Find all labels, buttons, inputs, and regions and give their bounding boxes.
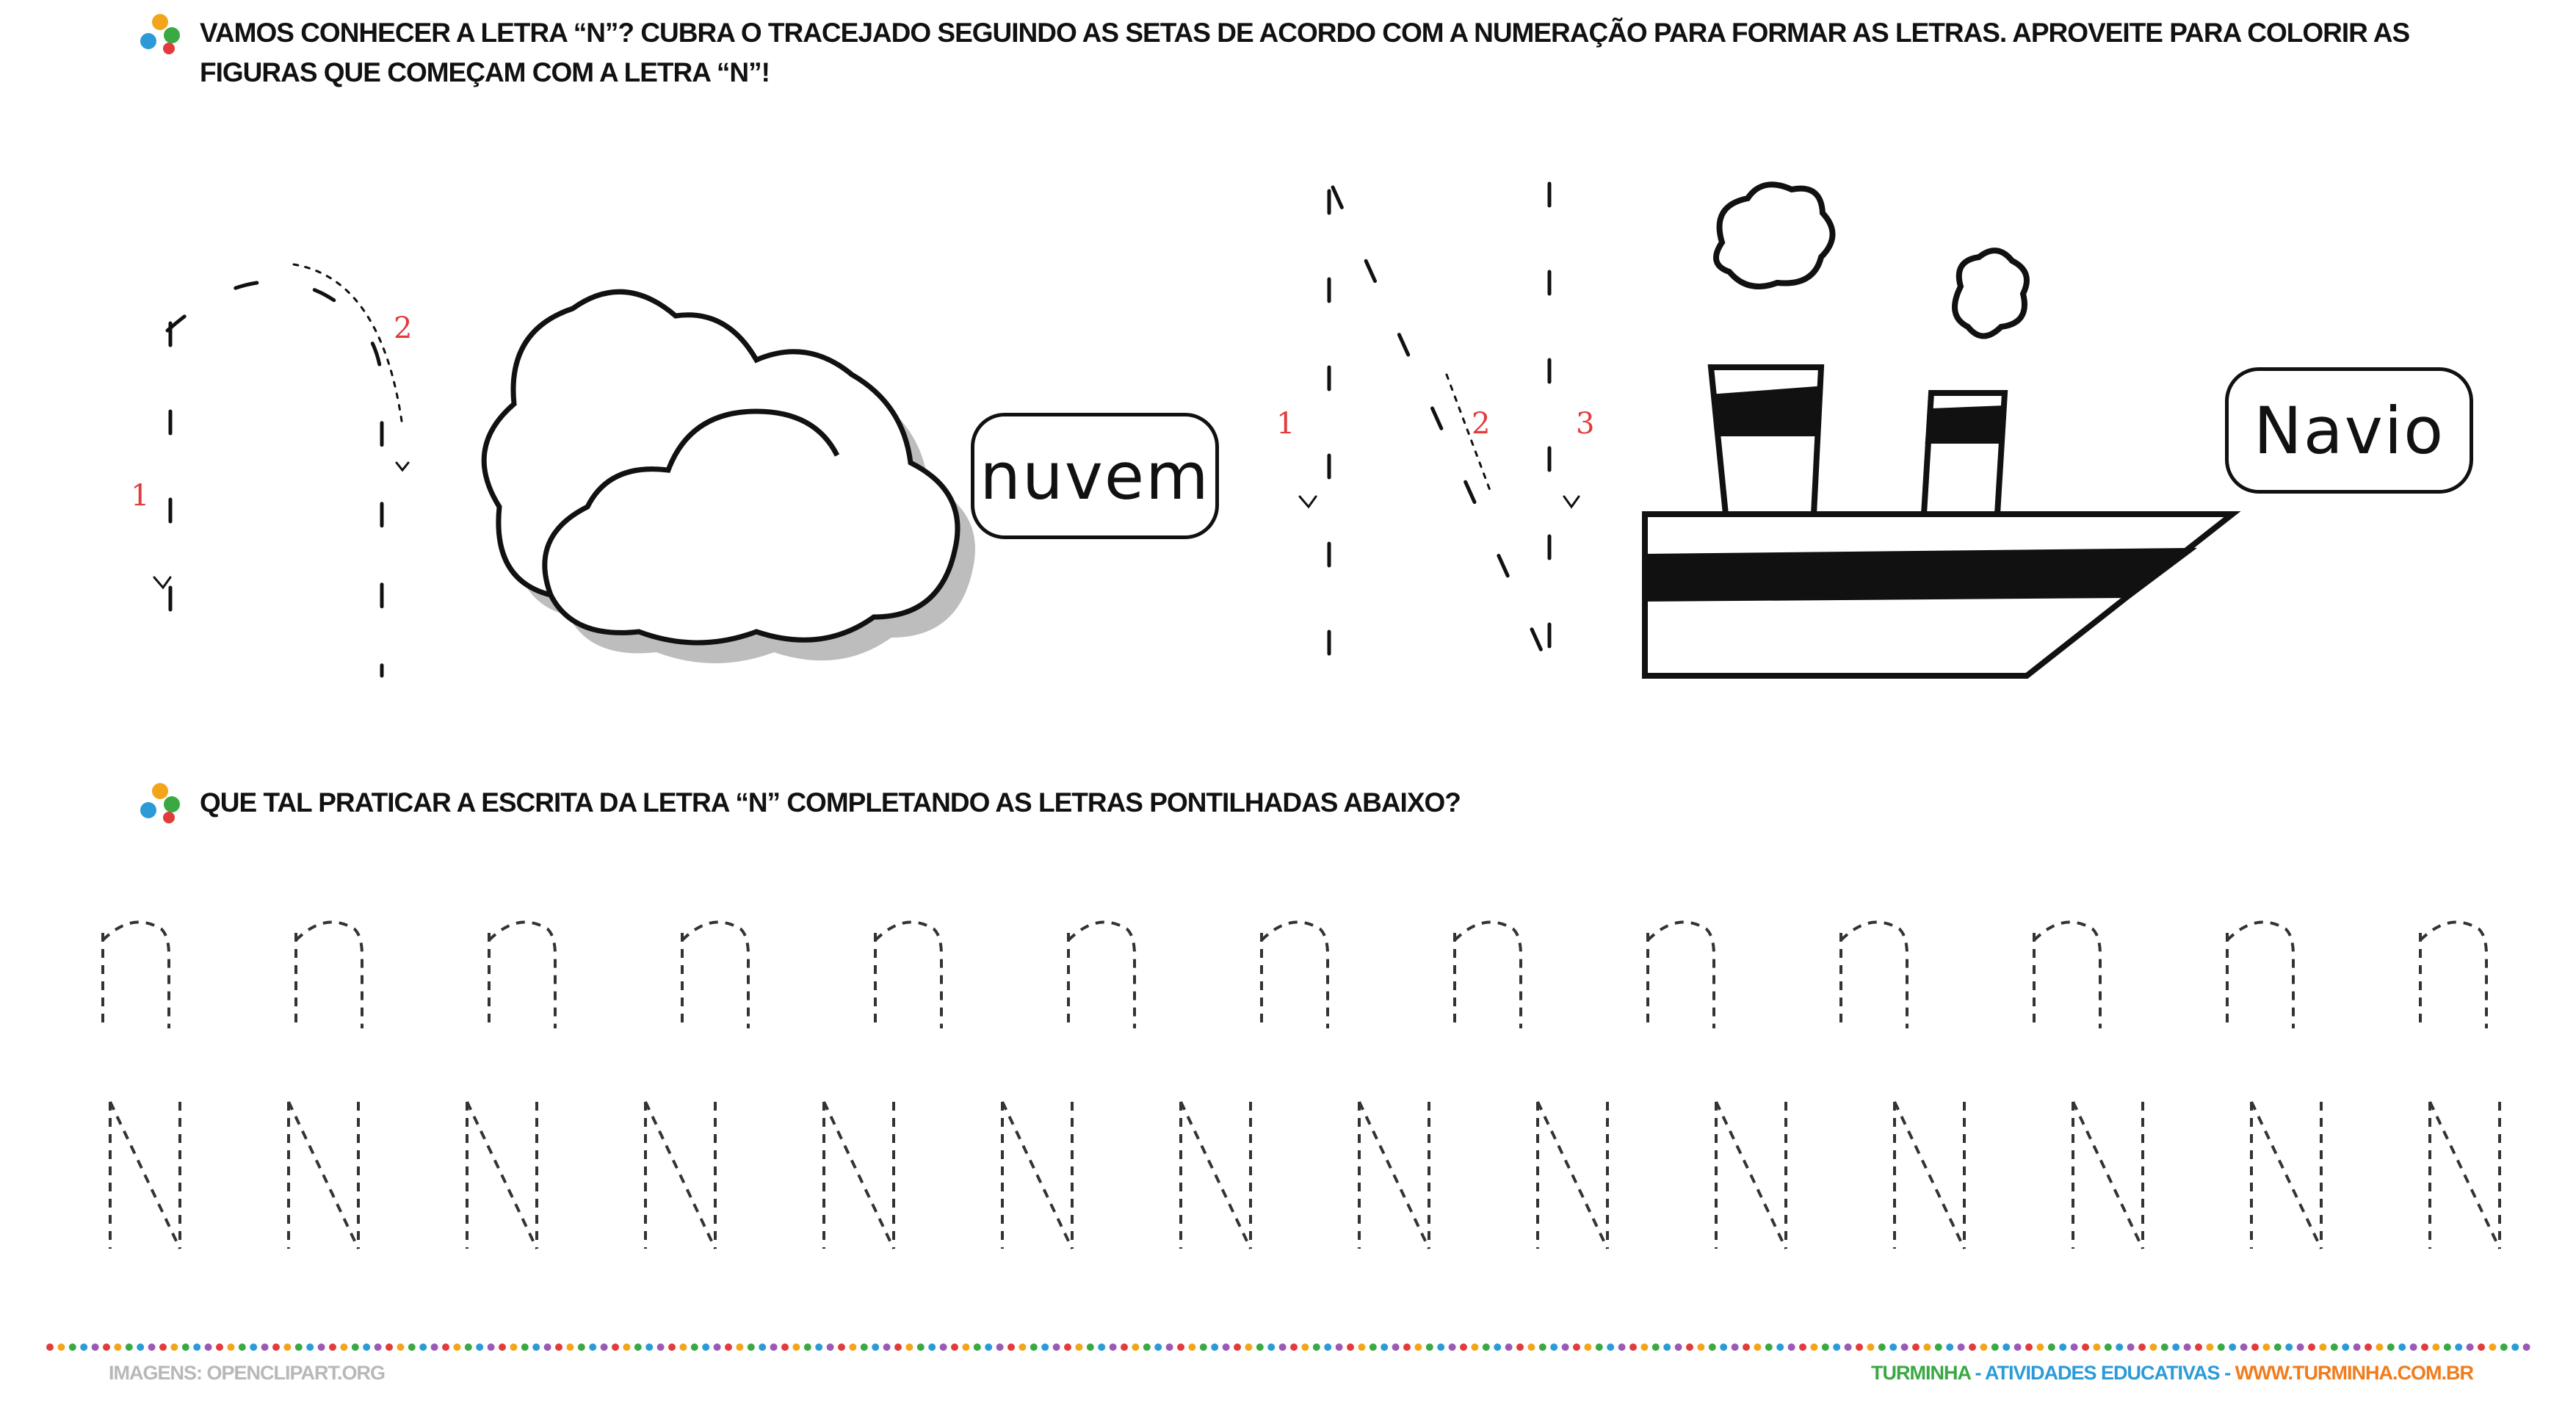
footer-dot xyxy=(488,1343,495,1351)
footer-dot xyxy=(148,1343,156,1351)
dotted-uppercase-n xyxy=(1538,1102,1607,1249)
dotted-lowercase-n xyxy=(2227,922,2293,1028)
footer-dot xyxy=(748,1343,755,1351)
word-navio: Navio xyxy=(2253,392,2445,469)
footer-dot xyxy=(2331,1343,2338,1351)
footer-dot xyxy=(2251,1343,2259,1351)
footer-dot xyxy=(2138,1343,2146,1351)
footer-dot xyxy=(2116,1343,2123,1351)
footer-dot xyxy=(1845,1343,1852,1351)
dotted-uppercase-n xyxy=(2430,1102,2500,1249)
footer-dot xyxy=(510,1343,517,1351)
footer-sep-1: - xyxy=(1970,1362,1986,1384)
footer-dot xyxy=(566,1343,574,1351)
footer-dot xyxy=(419,1343,427,1351)
footer-dot xyxy=(2500,1343,2508,1351)
footer-dot xyxy=(1720,1343,1727,1351)
dotted-lowercase-n xyxy=(1068,922,1135,1028)
footer-dot xyxy=(1087,1343,1094,1351)
footer-dot xyxy=(1584,1343,1591,1351)
footer-dot xyxy=(1732,1343,1739,1351)
footer-dot xyxy=(612,1343,619,1351)
footer-dot xyxy=(261,1343,269,1351)
ship-icon xyxy=(1645,184,2232,676)
footer-dot xyxy=(250,1343,257,1351)
footer-dot xyxy=(1336,1343,1343,1351)
footer-brand xyxy=(1871,1362,2473,1385)
footer-dot xyxy=(239,1343,246,1351)
dotted-uppercase-n xyxy=(110,1102,180,1249)
footer-dot xyxy=(2511,1343,2519,1351)
dotted-lowercase-n xyxy=(489,922,555,1028)
practice-row-lowercase xyxy=(0,911,2576,1043)
footer-dot xyxy=(1098,1343,1105,1351)
footer-dot xyxy=(103,1343,110,1351)
dotted-lowercase-n xyxy=(2420,922,2486,1028)
footer-dot xyxy=(601,1343,608,1351)
footer-dot xyxy=(1053,1343,1060,1351)
footer-dot xyxy=(1958,1343,1965,1351)
large-uppercase-n xyxy=(1300,184,1579,676)
footer-dot xyxy=(1516,1343,1524,1351)
footer-dot xyxy=(1991,1343,1999,1351)
footer-dot xyxy=(679,1343,687,1351)
footer-dot xyxy=(1154,1343,1162,1351)
dotted-uppercase-n xyxy=(467,1102,537,1249)
footer-dot xyxy=(1471,1343,1478,1351)
word-box-nuvem xyxy=(971,413,1219,539)
footer-dot xyxy=(80,1343,87,1351)
footer-dot xyxy=(849,1343,856,1351)
footer-dot xyxy=(442,1343,449,1351)
footer-dot xyxy=(714,1343,721,1351)
footer-brand-url: WWW.TURMINHA.COM.BR xyxy=(2235,1362,2473,1384)
footer-dot xyxy=(1256,1343,1264,1351)
footer-dot xyxy=(2059,1343,2066,1351)
footer-dot xyxy=(499,1343,506,1351)
footer-dot xyxy=(216,1343,223,1351)
instruction-section-2: QUE TAL PRATICAR A ESCRITA DA LETRA “N” COMPLETANDO AS LETRAS PONTILHADAS ABAIXO? xyxy=(200,787,1461,818)
footer-dot xyxy=(205,1343,212,1351)
dotted-uppercase-n xyxy=(1895,1102,1964,1249)
footer-dot xyxy=(227,1343,234,1351)
word-nuvem: nuvem xyxy=(980,438,1210,514)
footer-dot xyxy=(193,1343,200,1351)
footer-dot xyxy=(2432,1343,2439,1351)
footer-dot xyxy=(1618,1343,1626,1351)
dotted-lowercase-n xyxy=(103,922,169,1028)
footer-dot xyxy=(1211,1343,1218,1351)
footer-dot xyxy=(1527,1343,1535,1351)
footer-dot xyxy=(1822,1343,1829,1351)
footer-dot xyxy=(329,1343,336,1351)
footer-dot xyxy=(691,1343,698,1351)
footer-dot xyxy=(532,1343,540,1351)
footer-dot xyxy=(318,1343,325,1351)
footer-dot xyxy=(725,1343,732,1351)
large-lowercase-n xyxy=(154,264,408,676)
dotted-lowercase-n xyxy=(1262,922,1328,1028)
footer-dot xyxy=(2161,1343,2168,1351)
footer-dot xyxy=(1663,1343,1671,1351)
footer-dot xyxy=(408,1343,416,1351)
footer-dot xyxy=(2398,1343,2406,1351)
footer-brand-tagline: ATIVIDADES EDUCATIVAS xyxy=(1985,1362,2220,1384)
footer-dot xyxy=(114,1343,121,1351)
footer-dot xyxy=(872,1343,879,1351)
footer-dot xyxy=(2127,1343,2135,1351)
footer-dot xyxy=(996,1343,1004,1351)
footer-dot xyxy=(306,1343,314,1351)
footer-dot xyxy=(1143,1343,1151,1351)
footer-dot xyxy=(668,1343,676,1351)
footer-dot xyxy=(2467,1343,2474,1351)
footer-dot xyxy=(1426,1343,1433,1351)
footer-dot xyxy=(2093,1343,2100,1351)
footer-dot xyxy=(2082,1343,2089,1351)
footer-dot xyxy=(2172,1343,2179,1351)
footer-dot xyxy=(2014,1343,2022,1351)
footer-dot xyxy=(578,1343,585,1351)
footer-dot xyxy=(861,1343,868,1351)
footer-dot xyxy=(363,1343,370,1351)
footer-dot xyxy=(2206,1343,2213,1351)
footer-dot xyxy=(905,1343,913,1351)
footer-dot xyxy=(2478,1343,2485,1351)
footer-dot xyxy=(1414,1343,1422,1351)
dotted-uppercase-n xyxy=(1359,1102,1429,1249)
footer-dot xyxy=(352,1343,359,1351)
footer-dot xyxy=(1912,1343,1920,1351)
footer-dot xyxy=(883,1343,891,1351)
footer-dot xyxy=(2421,1343,2428,1351)
footer-dot xyxy=(2105,1343,2112,1351)
footer-dot xyxy=(1279,1343,1287,1351)
footer-dot xyxy=(1686,1343,1693,1351)
footer-dot xyxy=(2184,1343,2191,1351)
footer-dot xyxy=(2376,1343,2383,1351)
dotted-uppercase-n xyxy=(1002,1102,1072,1249)
footer-dot xyxy=(2365,1343,2372,1351)
footer-dot xyxy=(736,1343,743,1351)
footer-dot xyxy=(792,1343,800,1351)
footer-dot xyxy=(657,1343,665,1351)
footer-dot xyxy=(1121,1343,1128,1351)
dotted-uppercase-n xyxy=(645,1102,715,1249)
footer-dot xyxy=(962,1343,969,1351)
footer-dot xyxy=(1765,1343,1773,1351)
footer-dot xyxy=(1607,1343,1614,1351)
footer-dot xyxy=(1483,1343,1490,1351)
footer-dot xyxy=(2071,1343,2078,1351)
footer-dot xyxy=(770,1343,778,1351)
footer-dot xyxy=(2240,1343,2248,1351)
footer-dot xyxy=(1833,1343,1840,1351)
footer-dot xyxy=(589,1343,596,1351)
footer-dot xyxy=(1075,1343,1082,1351)
footer-dot xyxy=(1799,1343,1806,1351)
footer-dot xyxy=(1132,1343,1139,1351)
instruction-section-1: VAMOS CONHECER A LETRA “N”? CUBRA O TRACEJADO SEGUINDO AS SETAS DE ACORDO COM A NUMERAÇÃO PARA FORMAR AS LETRAS. APROVEITE PARA COLORIR AS FIGURAS QUE COMEÇAM COM A LETRA “N”! xyxy=(200,18,2410,87)
footer-dot xyxy=(476,1343,483,1351)
footer-dot xyxy=(69,1343,76,1351)
practice-row-uppercase xyxy=(0,1087,2576,1263)
footer-dot xyxy=(781,1343,789,1351)
stroke-number-upper-2: 2 xyxy=(1472,407,1491,441)
footer-dot xyxy=(2489,1343,2496,1351)
footer-dot xyxy=(1923,1343,1931,1351)
footer-dot xyxy=(940,1343,947,1351)
footer-dot xyxy=(1539,1343,1546,1351)
footer-dot xyxy=(340,1343,347,1351)
footer-dot xyxy=(1234,1343,1241,1351)
footer-dot xyxy=(1629,1343,1637,1351)
footer-dot xyxy=(2218,1343,2225,1351)
footer-dot xyxy=(397,1343,404,1351)
footer-dot xyxy=(759,1343,766,1351)
footer-dot xyxy=(272,1343,280,1351)
footer-dot xyxy=(57,1343,65,1351)
dotted-lowercase-n xyxy=(875,922,941,1028)
dotted-uppercase-n xyxy=(1181,1102,1251,1249)
footer-dot xyxy=(1177,1343,1184,1351)
footer-dot xyxy=(170,1343,178,1351)
footer-dot xyxy=(804,1343,811,1351)
footer-dot xyxy=(1743,1343,1750,1351)
footer-dot xyxy=(815,1343,822,1351)
footer-brand-name: TURMINHA xyxy=(1871,1362,1971,1384)
footer-dot xyxy=(2274,1343,2282,1351)
footer-dot xyxy=(2262,1343,2270,1351)
footer-dot xyxy=(2229,1343,2236,1351)
footer-dot xyxy=(92,1343,99,1351)
dotted-uppercase-n xyxy=(289,1102,358,1249)
footer-dot xyxy=(1550,1343,1557,1351)
footer-dot xyxy=(1889,1343,1897,1351)
footer-dot xyxy=(1810,1343,1817,1351)
stroke-number-upper-1: 1 xyxy=(1276,407,1295,441)
footer-dot xyxy=(159,1343,167,1351)
footer-dot xyxy=(2444,1343,2451,1351)
footer-dot xyxy=(974,1343,981,1351)
dotted-lowercase-n xyxy=(1648,922,1714,1028)
footer-dot xyxy=(2455,1343,2462,1351)
footer-dot xyxy=(2354,1343,2361,1351)
footer-dot-line xyxy=(44,1341,2541,1353)
stroke-number-upper-3: 3 xyxy=(1576,407,1595,441)
footer-dot xyxy=(1449,1343,1456,1351)
footer-dot xyxy=(1290,1343,1298,1351)
footer-dot xyxy=(375,1343,382,1351)
footer-dot xyxy=(827,1343,834,1351)
footer-credits: IMAGENS: OPENCLIPART.ORG xyxy=(109,1362,386,1384)
footer-dot xyxy=(283,1343,291,1351)
footer-dot xyxy=(521,1343,529,1351)
footer-dot xyxy=(2149,1343,2157,1351)
footer-dot xyxy=(928,1343,936,1351)
footer-dot xyxy=(1403,1343,1411,1351)
footer-dot xyxy=(386,1343,393,1351)
footer-dot xyxy=(1460,1343,1467,1351)
dotted-uppercase-n xyxy=(824,1102,894,1249)
footer-dot xyxy=(1324,1343,1331,1351)
footer-dot xyxy=(1878,1343,1886,1351)
dotted-lowercase-n xyxy=(2034,922,2100,1028)
footer-dot xyxy=(2036,1343,2044,1351)
footer-dot xyxy=(645,1343,653,1351)
footer-dot xyxy=(894,1343,902,1351)
footer-dot xyxy=(46,1343,54,1351)
footer-dot xyxy=(1709,1343,1716,1351)
footer-dot xyxy=(1030,1343,1038,1351)
footer-dot xyxy=(838,1343,845,1351)
footer-dot xyxy=(1358,1343,1365,1351)
footer-dot xyxy=(2002,1343,2010,1351)
footer-dot xyxy=(951,1343,958,1351)
footer-dot xyxy=(1301,1343,1309,1351)
dotted-lowercase-n xyxy=(682,922,748,1028)
stroke-number-1: 1 xyxy=(131,479,150,513)
footer-dot xyxy=(1007,1343,1015,1351)
dotted-lowercase-n xyxy=(1455,922,1521,1028)
footer-dot xyxy=(1347,1343,1354,1351)
footer-dot xyxy=(1754,1343,1761,1351)
footer-sep-2: - xyxy=(2219,1362,2235,1384)
footer-dot xyxy=(1064,1343,1071,1351)
footer-dot xyxy=(623,1343,630,1351)
footer-dot xyxy=(295,1343,303,1351)
footer-dot xyxy=(126,1343,133,1351)
footer-dot xyxy=(634,1343,642,1351)
footer-dot xyxy=(1980,1343,1987,1351)
footer-dot xyxy=(1788,1343,1795,1351)
footer-dot xyxy=(2048,1343,2055,1351)
footer-dot xyxy=(1200,1343,1207,1351)
word-box-navio xyxy=(2225,367,2473,494)
footer-dot xyxy=(1188,1343,1195,1351)
footer-dot xyxy=(2308,1343,2315,1351)
footer-dot xyxy=(137,1343,144,1351)
footer-dot xyxy=(1652,1343,1660,1351)
footer-dot xyxy=(1901,1343,1909,1351)
footer-dot xyxy=(2387,1343,2395,1351)
footer-dot xyxy=(1370,1343,1377,1351)
footer-dot xyxy=(2342,1343,2349,1351)
footer-dot xyxy=(2025,1343,2033,1351)
footer-dot xyxy=(1392,1343,1400,1351)
footer-dot xyxy=(2285,1343,2293,1351)
footer-dot xyxy=(2319,1343,2326,1351)
footer-dot xyxy=(2410,1343,2417,1351)
footer-dot xyxy=(1946,1343,1953,1351)
footer-dot xyxy=(1697,1343,1704,1351)
footer-dot xyxy=(1867,1343,1874,1351)
footer-dot xyxy=(702,1343,709,1351)
footer-dot xyxy=(1245,1343,1252,1351)
dotted-uppercase-n xyxy=(2073,1102,2143,1249)
footer-dot xyxy=(544,1343,551,1351)
dotted-lowercase-n xyxy=(296,922,362,1028)
footer-dot xyxy=(1856,1343,1863,1351)
footer-dot xyxy=(1223,1343,1230,1351)
footer-dot xyxy=(465,1343,472,1351)
footer-dot xyxy=(1041,1343,1049,1351)
footer-dot xyxy=(1935,1343,1942,1351)
footer-dot xyxy=(1110,1343,1117,1351)
dotted-uppercase-n xyxy=(2251,1102,2321,1249)
footer-dot xyxy=(917,1343,925,1351)
footer-dot xyxy=(1166,1343,1173,1351)
footer-dot xyxy=(2523,1343,2530,1351)
footer-dot xyxy=(1313,1343,1320,1351)
footer-dot xyxy=(555,1343,562,1351)
footer-dot xyxy=(1505,1343,1513,1351)
footer-dot xyxy=(1267,1343,1275,1351)
footer-dot xyxy=(1640,1343,1648,1351)
footer-dot xyxy=(1573,1343,1580,1351)
footer-dot xyxy=(1675,1343,1682,1351)
footer-dot xyxy=(1381,1343,1388,1351)
footer-dot xyxy=(1494,1343,1501,1351)
cloud-icon xyxy=(484,292,975,663)
footer-dot xyxy=(1437,1343,1444,1351)
footer-dot xyxy=(1019,1343,1026,1351)
dotted-lowercase-n xyxy=(1841,922,1907,1028)
stroke-number-2: 2 xyxy=(394,311,413,345)
footer-dot xyxy=(1596,1343,1603,1351)
footer-dot xyxy=(985,1343,992,1351)
footer-dot xyxy=(1969,1343,1976,1351)
footer-dot xyxy=(182,1343,189,1351)
bullet-dots-icon xyxy=(138,781,182,825)
footer-dot xyxy=(1562,1343,1569,1351)
footer-dot xyxy=(453,1343,460,1351)
dotted-uppercase-n xyxy=(1716,1102,1786,1249)
footer-dot xyxy=(431,1343,438,1351)
footer-dot xyxy=(2297,1343,2304,1351)
footer-dot xyxy=(2195,1343,2202,1351)
footer-dot xyxy=(1776,1343,1784,1351)
